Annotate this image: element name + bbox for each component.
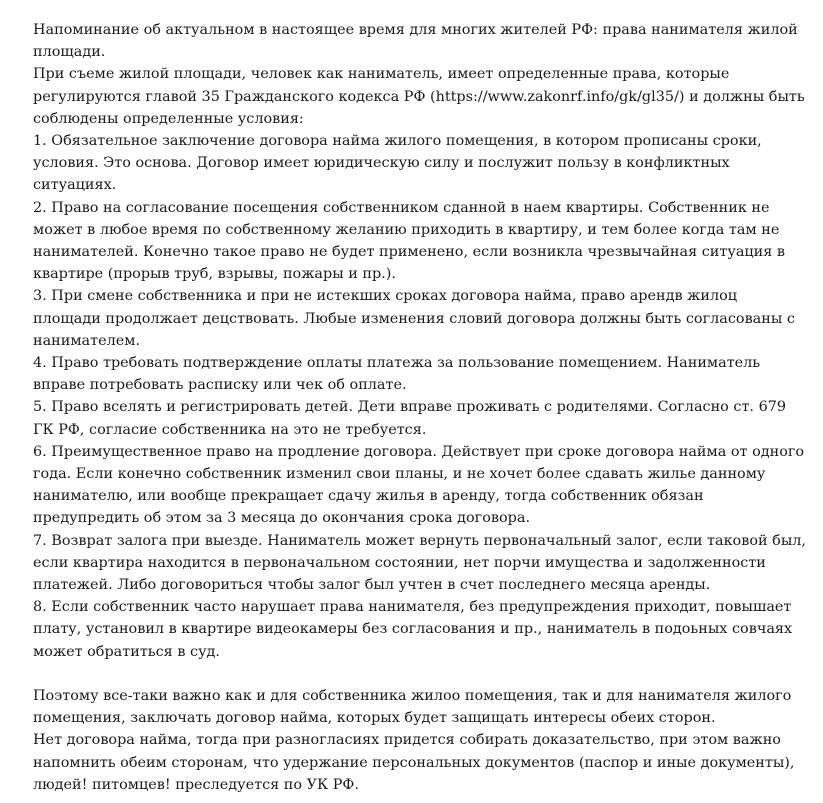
paragraph-spacer — [33, 663, 808, 685]
conclusion-paragraph: Поэтому все-таки важно как и для собственника жилоо помещения, так и для нанимателя жилого помещения, заключать договор найма, которых будет защищать интересы обеих сторон. — [33, 687, 792, 727]
list-item-4: 4. Право требовать подтверждение оплаты платежа за пользование помещением. Наниматель вправе потребовать расписку или чек об оплате. — [33, 355, 761, 394]
intro-paragraph: Напоминание об актуальном в настоящее время для многих жителей РФ: права нанимателя жилой площади. — [33, 22, 798, 61]
list-item-1: 1. Обязательное заключение договора найма жилого помещения, в котором прописаны сроки, условия. Это основа. Договор имеет юридическую силу и послужит пользу в конфликтных ситуациях. — [33, 133, 762, 194]
list-item-5: 5. Право вселять и регистрировать детей. Дети вправе проживать с родителями. Согласно ст. 679 ГК РФ, согласие собственника на это не требуется. — [33, 399, 787, 438]
rights-intro-paragraph: При съеме жилой площади, человек как наниматель, имеет определенные права, которые регулируются главой 35 Гражданского кодекса РФ (https://www.zakonrf.info/gk/gl35/) и должны быть соблюдены определенные условия: — [33, 66, 805, 127]
list-item-3: 3. При смене собственника и при не истекших сроках договора найма, право арендв жилоц площади продолжает децствовать. Любые изменения словий договора должны быть согласованы с нанимателем. — [33, 288, 795, 349]
list-item-2: 2. Право на согласование посещения собственником сданной в наем квартиры. Собственник не может в любое время по собственному желанию приходить в квартиру, и тем более когда там не нанимателей. Конечно такое право не будет применено, если возникла чрезвычайная ситуация в квартире (прорыв труб, взрывы, пожары и пр.). — [33, 199, 785, 283]
list-item-8: 8. Если собственник часто нарушает права нанимателя, без предупреждения приходит, повышает плату, установил в квартире видеокамеры без согласования и пр., наниматель в подоьных совчаях может обратиться в суд. — [33, 599, 793, 660]
list-item-6: 6. Преимущественное право на продление договора. Действует при сроке договора найма от одного года. Если конечно собственник изменил свои планы, и не хочет более сдавать жилье данному нанимателю, или вообще прекращает сдачу жилья в аренду, тогда собственник обязан предупредить об этом за 3 месяца до окончания срока договора. — [33, 443, 805, 527]
list-item-7: 7. Возврат залога при выезде. Наниматель может вернуть первоначальный залог, если таковой был, если квартира находится в первоначальном состоянии, нет порчи имущества и задолженности платежей. Либо договориться чтобы залог был учтен в счет последнего месяца аренды. — [33, 532, 806, 594]
document-body — [33, 19, 808, 796]
warning-paragraph: Нет договора найма, тогда при разногласиях придется собирать доказательство, при этом важно напомнить обеим сторонам, что удержание персональных документов (паспор и иные документы), людей! питомцев! преследуется по УК РФ. — [33, 732, 795, 793]
